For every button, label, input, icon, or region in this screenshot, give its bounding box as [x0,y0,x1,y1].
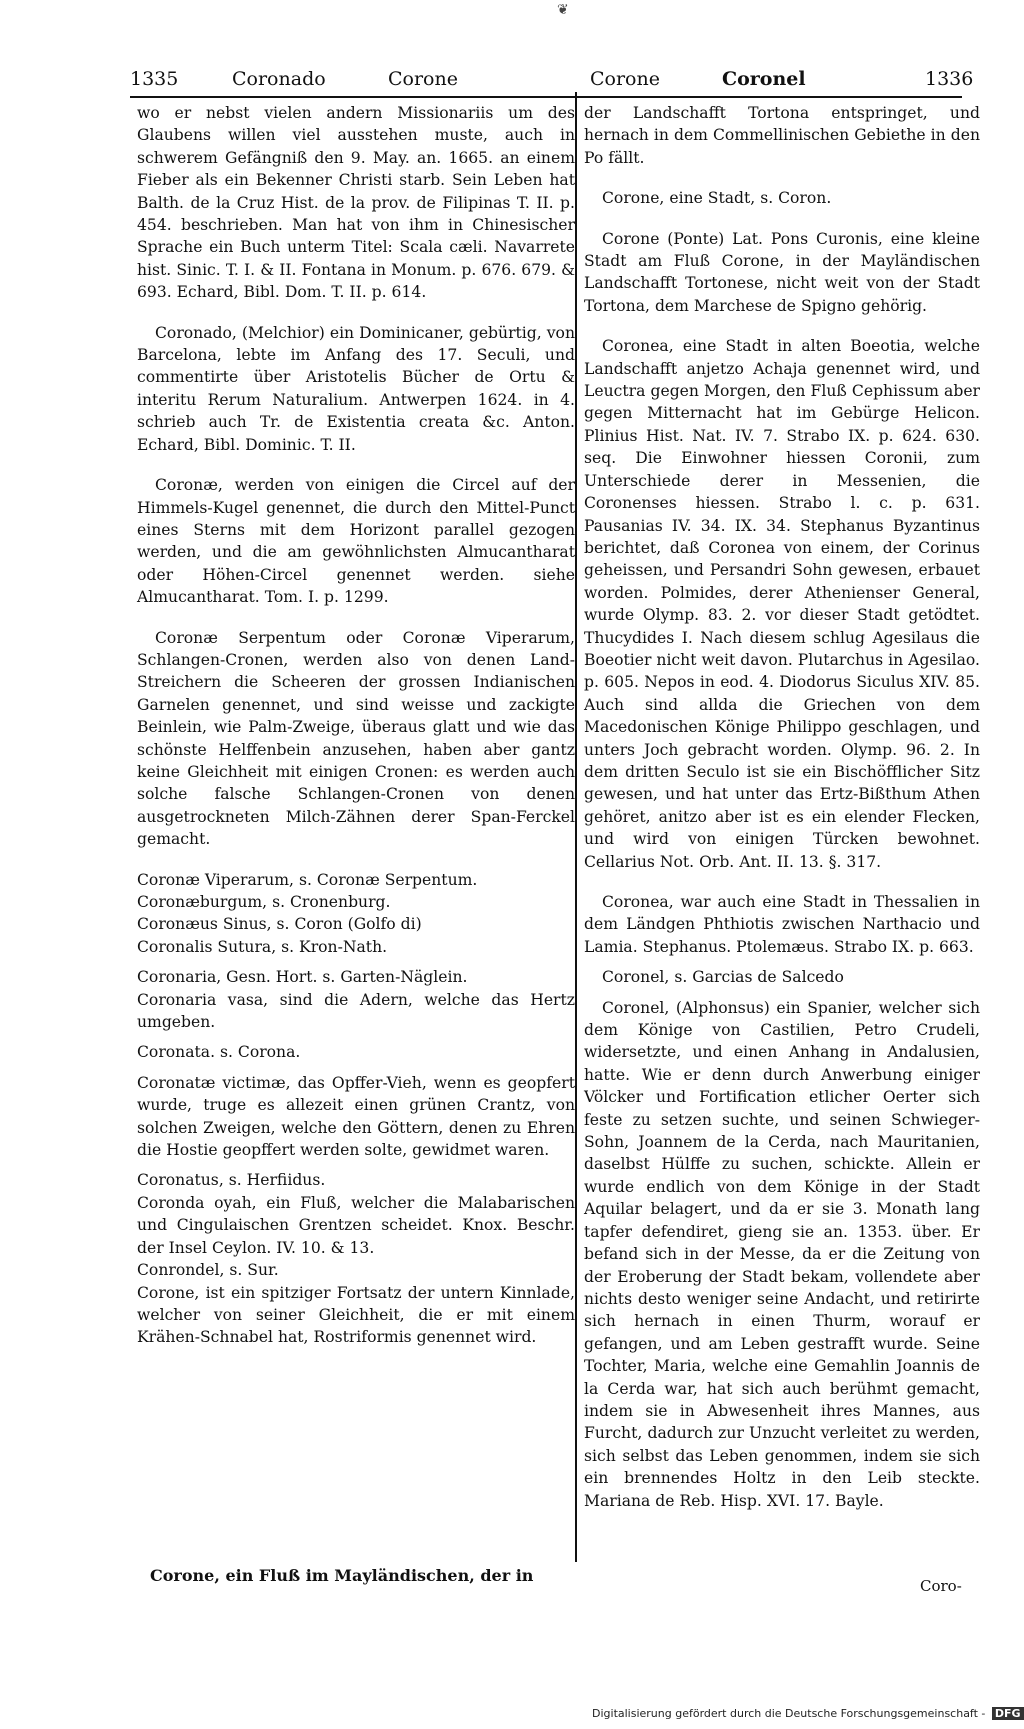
catchword: Coro- [920,1577,962,1595]
header-rule [130,96,962,98]
dfg-logo: DFG [992,1707,1024,1720]
entry-corone-fluss-cont: der Landschafft Tortona entspringet, und hernach in dem Commellinischen Gebiethe in den Po fällt. [584,104,980,167]
entry-corone-kinnlade: Corone, ist ein spitziger Fortsatz der untern Kinnlade, welcher von seiner Gleichheit, die er mit einem Krähen-Schnabel hat, Rostriformis genennet wird. [137,1283,575,1347]
entry-coronatae-victimae: Coronatæ victimæ, das Opffer-Vieh, wenn es geopfert wurde, truge es allezeit einen grünen Crantz, von solchen Zweigen, welche den Göttern, denen zu Ehren die Hostie geopffert werden solte, gewidmet waren. [137,1073,575,1160]
entry-coronaria: Coronaria, Gesn. Hort. s. Garten-Näglein. [137,968,468,987]
entry-coronaria-vasa: Coronaria vasa, sind die Adern, welche das Hertz umgeben. [137,990,575,1032]
entry-coronel-alphonsus: Coronel, (Alphonsus) ein Spanier, welcher sich dem Könige von Castilien, Petro Crudeli, widersetzte, und einen Anhang in Andalusien, hatte. Wie er denn durch Anwerbung einiger Völcker und Fortification etlicher Oerter sich feste zu setzen suchte, und seinen Schwieger-Sohn, Joannem de la Cerda, nach Mauritanien, daselbst Hülffe zu suchen, schickte. Allein er wurde endlich von dem Könige in der Stadt Aquilar belagert, und da er sie 3. Monath lang tapfer defendiret, gieng sie an. 1353. über. Er befand sich in der Messe, da er die Zeitung von der Eroberung der Stadt bekam, vollendete aber nichts desto weniger seine Andacht, und retirirte sich hernach in einen Thurm, worauf er gefangen, und am Leben gestrafft wurde. Seine Tochter, Maria, welche eine Gemahlin Joannis de la Cerda war, hat sich auch berühmt gemacht, indem sie in Abwesenheit ihres Mannes, aus Furcht, dadurch zur Unzucht verleitet zu werden, sich selbst das Leben genommen, indem sie sich ein brennendes Holtz in den Leib steckte. Mariana de Reb. Hisp. XVI. 17. Bayle. [584,998,980,1510]
digitization-footer [592,1707,1024,1720]
running-header [130,64,974,98]
entry-coronae-viperarum: Coronæ Viperarum, s. Coronæ Serpentum. [137,870,478,889]
entry-coronea-boeotia: Coronea, eine Stadt in alten Boeotia, welche Landschafft anjetzo Achaja genennet wird, und Leuctra gegen Morgen, den Fluß Cephissum aber gegen Mitternacht hat im Gebürge Helicon. Plinius Hist. Nat. IV. 7. Strabo IX. p. 624. 630. seq. Die Einwohner hiessen Coronii, zum Unterschiede derer in Messenien, die Coronenses hiessen. Strabo l. c. p. 631. Pausanias IV. 34. IX. 34. Stephanus Byzantinus berichtet, daß Coronea von einem, der Corinus geheissen, und Persandri Sohn gewesen, erbauet worden. Polmides, derer Athenienser General, wurde Olymp. 83. 2. vor dieser Stadt getödtet. Thucydides I. Nach diesem schlug Agesilaus die Boeotier nicht weit davon. Plutarchus in Agesilao. p. 605. Nepos in eod. 4. Diodorus Siculus XIV. 85. Auch sind allda die Griechen von dem Macedonischen Könige Philippo geschlagen, und unters Joch gebracht worden. Olymp. 96. 2. In dem dritten Seculo ist sie ein Bischöfflicher Sitz gewesen, und hat unter das Ertz-Bißthum Athen gehöret, anitzo aber ist es ein elender Flecken, und wird von einigen Türcken bewohnet. Cellarius Not. Orb. Ant. II. 13. §. 317. [584,337,980,871]
entry-corone-ponte: Corone (Ponte) Lat. Pons Curonis, eine kleine Stadt am Fluß Corone, in der Mayländischen Landschafft Tortonese, nicht weit von der Stadt Tortona, dem Marchese de Spigno gehörig. [584,229,980,315]
header-word-corone-left: Corone [388,68,458,90]
entry-corone-stadt: Corone, eine Stadt, s. Coron. [602,189,832,208]
entry-coronea-thessalien: Coronea, war auch eine Stadt in Thessalien in dem Ländgen Phthiotis zwischen Narthacio und Lamia. Stephanus. Ptolemæus. Strabo IX. p. 663. [584,893,980,956]
entry-coronae: Coronæ, werden von einigen die Circel auf der Himmels-Kugel genennet, die durch den Mittel-Punct eines Sterns mit dem Horizont parallel gezogen werden, und die am gewöhnlichsten Almucantharat oder Höhen-Circel genennet werden. siehe Almucantharat. Tom. I. p. 1299. [137,476,575,607]
entry-coronda-oyah: Coronda oyah, ein Fluß, welcher die Malabarischen und Cingulaischen Grentzen scheidet. Knox. Beschr. der Insel Ceylon. IV. 10. & 13. [137,1193,575,1257]
entry-conrondel: Conrondel, s. Sur. [137,1261,279,1280]
entry-coronae-serpentum: Coronæ Serpentum oder Coronæ Viperarum, Schlangen-Cronen, werden also von denen Land-Streichern die Scheeren der grossen Indianischen Garnelen genennet, und sind weisse und zackigte Beinlein, wie Palm-Zweige, überaus glatt und wie das schönste Helffenbein anzusehen, haben aber gantz keine Gleichheit mit einigen Cronen: es werden auch solche falsche Schlangen-Cronen von denen ausgetrockneten Milch-Zähnen derer Span-Ferckel gemacht. [137,628,575,849]
footer-text: Digitalisierung gefördert durch die Deutsche Forschungsgemeinschaft - [592,1707,986,1720]
entry-coronata: Coronata. s. Corona. [137,1043,301,1062]
header-word-coronado: Coronado [232,68,326,90]
header-word-corone-right: Corone [590,68,660,90]
entry-coronaeus-sinus: Coronæus Sinus, s. Coron (Golfo di) [137,915,422,934]
left-column [137,102,575,1349]
left-catchline: Corone, ein Fluß im Mayländischen, der in [150,1566,534,1585]
page-number-right: 1336 [925,68,974,90]
entry-coronel-ref: Coronel, s. Garcias de Salcedo [602,968,844,987]
header-word-coronel: Coronel [722,68,806,90]
entry-coronaeburgum: Coronæburgum, s. Cronenburg. [137,893,391,911]
ornament-mark: ❦ [557,2,569,18]
entry-coronalis-sutura: Coronalis Sutura, s. Kron-Nath. [137,937,388,956]
column-divider [575,92,577,1562]
entry-coronatus: Coronatus, s. Herfiidus. [137,1171,326,1190]
entry-continuation: wo er nebst vielen andern Missionariis um des Glaubens willen viel ausstehen muste, auch in schwerem Gefängniß den 9. May. an. 1665. an einem Fieber als ein Bekenner Christi starb. Sein Leben hat Balth. de la Cruz Hist. de la prov. de Filipinas T. II. p. 454. beschrieben. Man hat von ihm in Chinesischer Sprache ein Buch unterm Titel: Scala cæli. Navarrete hist. Sinic. T. I. & II. Fontana in Monum. p. 676. 679. & 693. Echard, Bibl. Dom. T. II. p. 614. [137,104,575,302]
right-column [584,102,980,1512]
page-number-left: 1335 [130,68,179,90]
entry-coronado: Coronado, (Melchior) ein Dominicaner, gebürtig, von Barcelona, lebte im Anfang des 17. Seculi, und commentirte über Aristotelis Bücher de Ortu & interitu Rerum Naturalium. Antwerpen 1624. in 4. schrieb auch Tr. de Existentia creata &c. Anton. Echard, Bibl. Dominic. T. II. [137,323,575,454]
